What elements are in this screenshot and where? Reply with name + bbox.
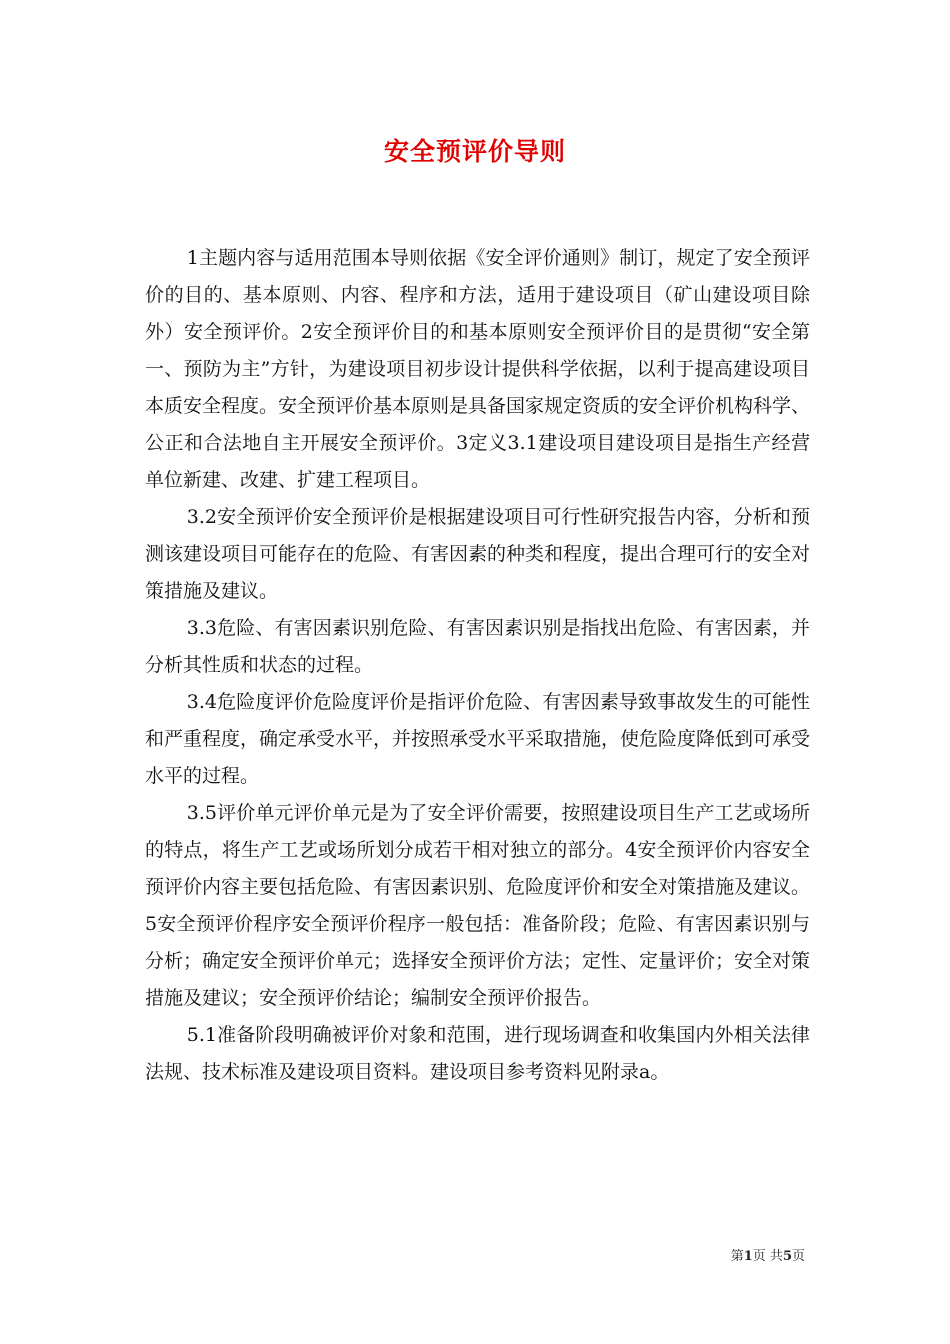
footer-prefix: 第 bbox=[730, 1249, 744, 1264]
page-footer bbox=[731, 1245, 805, 1264]
paragraph-2: 3.2安全预评价安全预评价是根据建设项目可行性研究报告内容，分析和预测该建设项目可能存在的危险、有害因素的种类和程度，提出合理可行的安全对策措施及建议。 bbox=[145, 506, 811, 602]
paragraph-5: 3.5评价单元评价单元是为了安全评价需要，按照建设项目生产工艺或场所的特点，将生产工艺或场所划分成若干相对独立的部分。4安全预评价内容安全预评价内容主要包括危险、有害因素识别、危险度评价和安全对策措施及建议。5安全预评价程序安全预评价程序一般包括：准备阶段；危险、有害因素识别与分析；确定安全预评价单元；选择安全预评价方法；定性、定量评价；安全对策措施及建议；安全预评价结论；编制安全预评价报告。 bbox=[145, 802, 811, 1009]
footer-page-number: 1 bbox=[743, 1249, 753, 1264]
paragraph-1: 1主题内容与适用范围本导则依据《安全评价通则》制订，规定了安全预评价的目的、基本原则、内容、程序和方法，适用于建设项目（矿山建设项目除外）安全预评价。2安全预评价目的和基本原则安全预评价目的是贯彻“安全第一、预防为主”方针，为建设项目初步设计提供科学依据，以利于提高建设项目本质安全程度。安全预评价基本原则是具备国家规定资质的安全评价机构科学、公正和合法地自主开展安全预评价。3定义3.1建设项目建设项目是指生产经营单位新建、改建、扩建工程项目。 bbox=[145, 247, 811, 491]
page-title: 安全预评价导则 bbox=[383, 137, 566, 166]
paragraph-4: 3.4危险度评价危险度评价是指评价危险、有害因素导致事故发生的可能性和严重程度，确定承受水平，并按照承受水平采取措施，使危险度降低到可承受水平的过程。 bbox=[145, 691, 811, 787]
paragraph-6: 5.1准备阶段明确被评价对象和范围，进行现场调查和收集国内外相关法律法规、技术标准及建设项目资料。建设项目参考资料见附录a。 bbox=[145, 1024, 810, 1083]
document-body bbox=[145, 240, 810, 1091]
paragraph-3: 3.3危险、有害因素识别危险、有害因素识别是指找出危险、有害因素，并分析其性质和状态的过程。 bbox=[145, 617, 810, 676]
footer-middle: 页 共 bbox=[752, 1249, 783, 1264]
footer-suffix: 页 bbox=[791, 1249, 805, 1264]
footer-total-pages: 5 bbox=[782, 1249, 792, 1264]
